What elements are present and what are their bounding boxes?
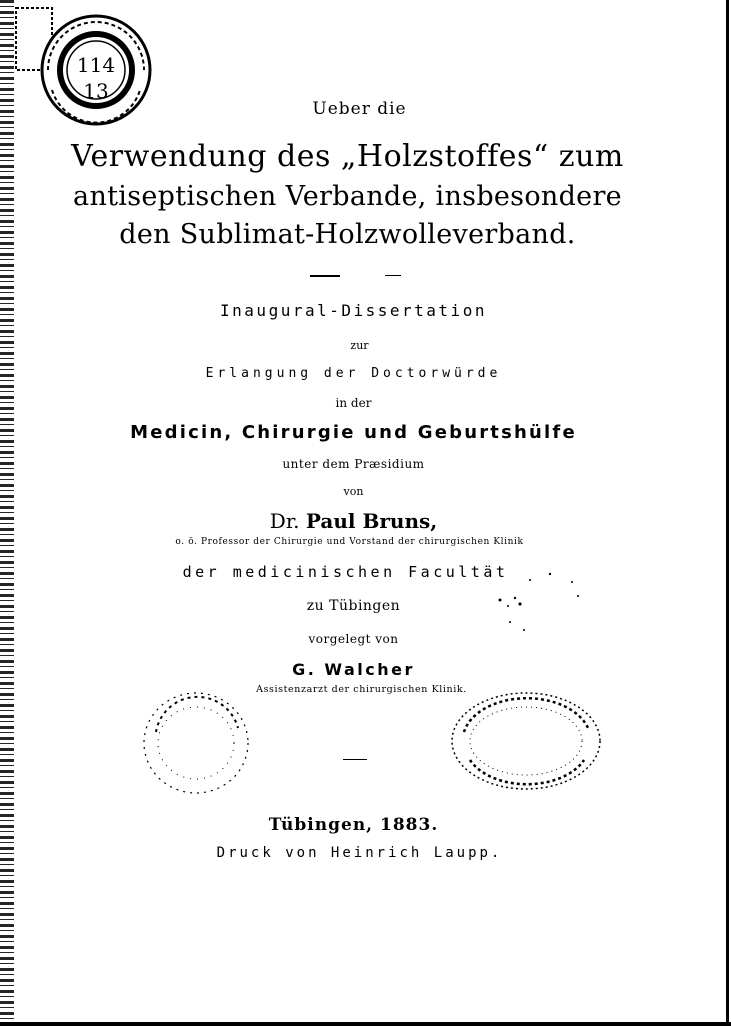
in-der-text: in der (335, 396, 372, 410)
praeses-surname: Paul Bruns, (305, 509, 438, 533)
author-name: G. Walcher (292, 660, 415, 679)
stamp-number-bottom: 13 (83, 79, 109, 103)
ink-speckles (480, 560, 590, 640)
faded-stamp-left (138, 688, 254, 798)
purpose-text: Erlangung der Doctorwürde (205, 366, 502, 381)
author-position: Assistenzarzt der chirurgischen Klinik. (256, 684, 467, 695)
imprint-place-year: Tübingen, 1883. (268, 815, 439, 835)
title-line-1: Verwendung des „Holzstoffes“ zum (71, 139, 624, 174)
title-line-3: den Sublimat-Holzwolleverband. (119, 219, 576, 250)
title-line-2: antiseptischen Verbande, insbesondere (73, 181, 622, 212)
presented-by: vorgelegt von (308, 632, 399, 646)
divider-rule-small (385, 275, 401, 276)
praeses-position: o. ö. Professor der Chirurgie und Vorstand der chirurgischen Klinik (175, 537, 524, 547)
dissertation-label: Inaugural-Dissertation (220, 301, 487, 320)
presidium-text: unter dem Præsidium (282, 457, 425, 471)
printer-name: Druck von Heinrich Laupp. (216, 845, 503, 861)
stamp-number-top: 114 (76, 53, 116, 77)
divider-rule-bottom (343, 759, 367, 760)
title-intro: Ueber die (312, 99, 407, 119)
faculty-subjects: Medicin, Chirurgie und Geburtshülfe (130, 422, 577, 443)
praeses-name (0, 509, 719, 533)
page-edge-right (726, 0, 729, 1026)
divider-rule (310, 275, 340, 277)
zur-text: zur (350, 339, 369, 352)
praeses-title: Dr. (269, 509, 300, 533)
place-to: zu Tübingen (306, 598, 401, 614)
von-text: von (343, 485, 364, 498)
faded-stamp-right (448, 688, 604, 794)
faculty-name: der medicinischen Facultät (182, 563, 509, 581)
page-edge-bottom (0, 1022, 731, 1026)
